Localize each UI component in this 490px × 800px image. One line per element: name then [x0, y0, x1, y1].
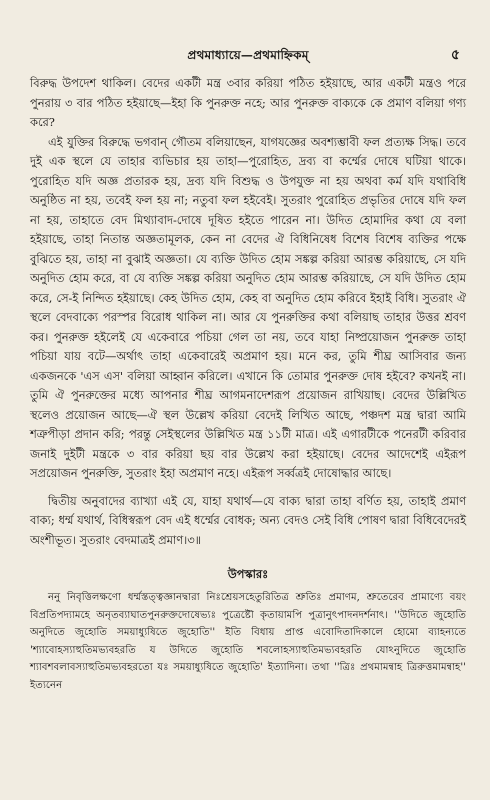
page-number: ৫ [450, 47, 460, 63]
main-text [30, 74, 466, 550]
commentary-text: ননু নিবৃত্তিলক্ষণো ধর্ম্মস্তত্ত্বজ্ঞানদ্বারা নিঃশ্রেয়সহেতুরিতিত্র শ্রুতিঃ প্রমাণম, শ্রুতেরেব প্রামাণ্যে বয়ং বিপ্রতিপদ্যামহে অনৃতব্যাঘাতপুনরুক্তদোষেভ্যঃ পুত্রেষ্টৌ কৃতায়ামপি পুত্রানুৎপাদনদর্শনাৎ। ''উদিতে জুহোতি অনুদিতে জুহোতি সময়াধ্যুষিতে জুহোতি'' ইতি বিধায় প্রাপ্ত এবোদিতাদিকালে হোমো ব্যাহন্যতে 'শ্যাবোহস্যাহুতিমভ্যবহরতি য উদিতে জুহোতি শবলোহস্যাহুতিমভ্যবহরতি যোঽনুদিতে জুহোতি শ্যাবশবলাবস্যাহুতিমভ্যবহরতো যঃ সময়াধ্যুষিতে জুহোতি' ইত্যাদিনা। তথা ''ত্রিঃ প্রথমামন্বাহ ত্রিরুত্তমামন্বাহ'' ইত্যনেন [30, 592, 466, 691]
paragraph: বিরুদ্ধ উপদেশ থাকিল। বেদের একটী মন্ত্র ৩বার করিয়া পঠিত হইয়াছে, আর একটী মন্ত্রও পরে পুনরায় ৩ বার পঠিত হইয়াছে—ইহা কি পুনরুক্ত নহে; আর পুনরুক্ত বাক্যকে কে প্রমাণ বলিয়া গণ্য করে? [30, 76, 466, 129]
paragraph: দ্বিতীয় অনুবাদের ব্যাখ্যা এই যে, যাহা যথার্থ—যে বাক্য দ্বারা তাহা বর্ণিত হয়, তাহাই প্রমাণ বাক্য; ধর্ম্ম যথার্থ, বিধিস্বরূপ বেদ এই ধর্ম্মের বোধক; অন্য বেদও সেই বিধি পোষণ দ্বারা বিধিবেদেরই অংশীভূত। সুতরাং বেদমাত্রই প্রমাণ।৩॥ [30, 493, 466, 547]
running-head: প্রথমাধ্যায়ে—প্রথমাহ্নিকম্ [187, 48, 309, 62]
commentary-heading: উপস্কারঃ [227, 567, 269, 581]
paragraph-gap [30, 484, 466, 492]
paragraph: এই যুক্তির বিরুদ্ধে ভগবান্ গৌতম বলিয়াছেন, যাগযজ্ঞের অবশ্যম্ভাবী ফল প্রত্যক্ষ সিদ্ধ। তবে দুই এক স্থলে যে তাহার ব্যভিচার হয় তাহা—পুরোহিত, দ্রব্য বা কর্ম্মের দোষে ঘটিয়া থাকে। পুরোহিত যদি অজ্ঞ প্রতারক হয়, দ্রব্য যদি বিশুদ্ধ ও উপযুক্ত না হয় অথবা কর্ম যদি যথাবিধি অনুষ্ঠিত না হয়, তবেই ফল হয় না; নতুবা ফল হইবেই। সুতরাং পুরোহিত প্রভৃতির দোষে যদি ফল না হয়, তাহাতে বেদ মিথ্যাবাদ-দোষে দূষিত হইতে পারেন না। উদিত হোমাদির কথা যে বলা হইয়াছে, তাহা নিতান্ত অজ্ঞতামূলক, কেন না বেদের ঐ বিধিনিষেধ বিশেষ বিশেষ ব্যক্তির পক্ষে বুঝিতে হয়, তাহা না বুঝাই অজ্ঞতা। যে ব্যক্তি উদিত হোম সঙ্কল্প করিয়া আরম্ভ করিয়াছে, সে যদি অনুদিত হোম করে, বা যে ব্যক্তি সঙ্কল্প করিয়া অনুদিত হোম আরম্ভ করিয়াছে, সে যদি উদিত হোম করে, সে-ই নিন্দিত হইয়াছে। কেহ উদিত হোম, কেহ বা অনুদিত হোম করিবে ইহাই বিধি। সুতরাং ঐ স্থলে বেদবাক্যে পরস্পর বিরোধ থাকিল না। আর যে পুনরুক্তির কথা বলিয়াছ তাহার উত্তর শ্রবণ কর। পুনরুক্ত হইলেই যে একেবারে পচিয়া গেল তা নয়, তবে যাহা নিষ্প্রয়োজন পুনরুক্ত তাহা পচিয়া যায় বটে—অর্থাৎ তাহা একেবারেই অপ্রমাণ হয়। মনে কর, তুমি শীঘ্র আসিবার জন্য একজনকে 'এস এস' বলিয়া আহ্বান করিলে। এখানে কি তোমার পুনরুক্ত দোষ হইবে? কখনই না। তুমি ঐ পুনরুক্তের মধ্যে আপনার শীঘ্র আগমনাদেশরূপ প্রয়োজন রাখিয়াছ। বেদের উল্লিখিত স্থলেও প্রয়োজন আছে—ঐ স্থল উল্লেখ করিয়া বেদেই লিখিত আছে, পঞ্চদশ মন্ত্র দ্বারা আমি শত্রুপীড়া প্রদান করি; পরন্তু সেইস্থলের উল্লিখিত মন্ত্র ১১টী মাত্র। এই এগারটীকে পনেরটী করিবার জনাই দুইটী মন্ত্রকে ৩ বার করিয়া ছয় বার উল্লেখ করা হইয়াছে। বেদের আদেশেই এইরূপ সপ্রয়োজন পুনরুক্তি, সুতরাং ইহা অপ্রমাণ নহে। এইরূপ সর্ব্বত্রই দোষোদ্ধার আছে। [30, 134, 466, 480]
page-header [30, 40, 466, 70]
